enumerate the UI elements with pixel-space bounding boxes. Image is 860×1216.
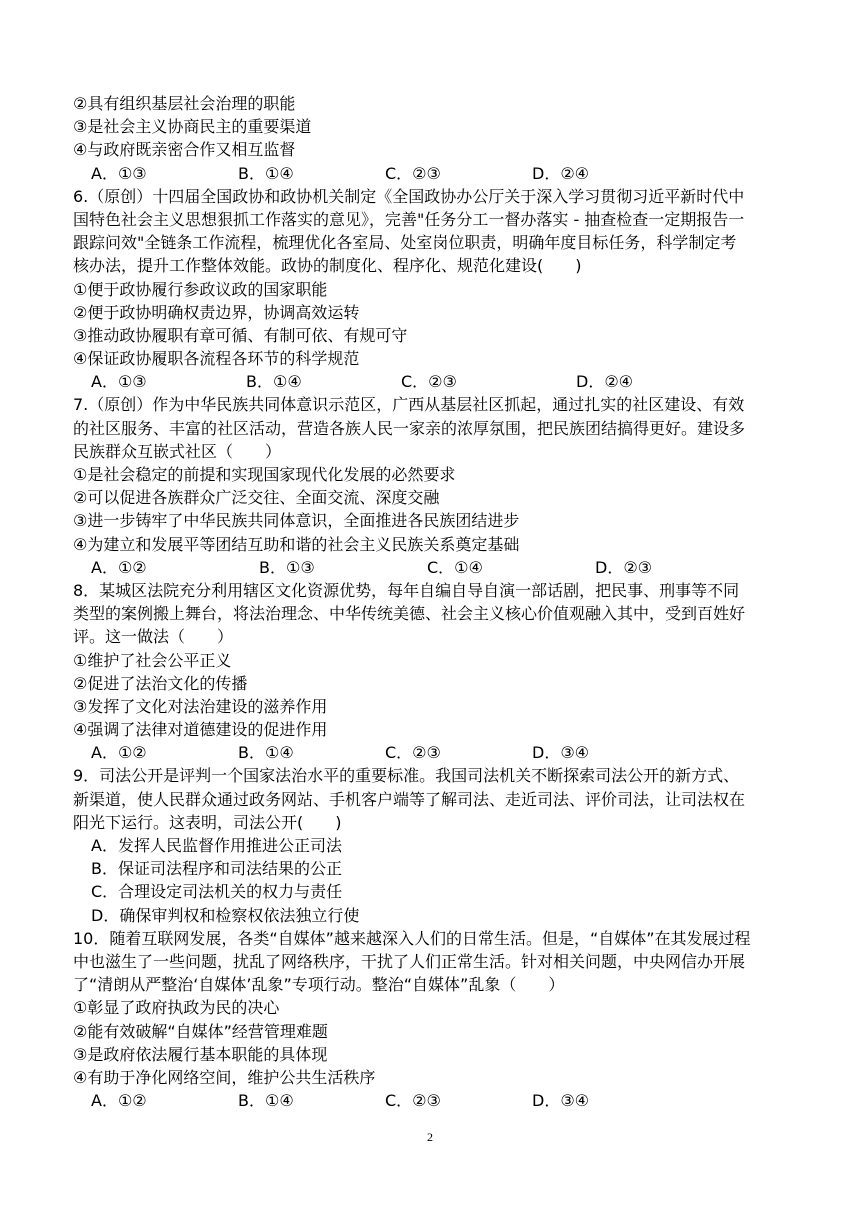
choice-c: C．②③ xyxy=(401,372,457,392)
question-6 xyxy=(73,185,793,394)
answer-choices xyxy=(73,162,793,185)
answer-choices xyxy=(73,741,793,764)
question-8 xyxy=(73,579,793,765)
option-line: ①是社会稳定的前提和实现国家现代化发展的必然要求 xyxy=(73,465,456,484)
option-line: ②可以促进各族群众广泛交往、全面交流、深度交融 xyxy=(73,488,440,508)
question-stem-line: 8．某城区法院充分利用辖区文化资源优势，每年自编自导自演一部话剧，把民事、刑事等不同 xyxy=(73,580,740,600)
choice-a: A．①③ xyxy=(91,372,147,392)
choice-b: B．保证司法程序和司法结果的公正 xyxy=(91,859,342,879)
question-stem-line: 评。这一做法（ ） xyxy=(73,627,234,647)
choice-b: B．①③ xyxy=(259,557,315,577)
question-stem-line: 国特色社会主义思想狠抓工作落实的意见》，完善"任务分工一督办落实 - 抽查检查一定期报告一 xyxy=(73,209,745,229)
choice-b: B．①④ xyxy=(238,163,294,183)
choice-d: D．确保审判权和检察权依法独立行使 xyxy=(91,905,360,925)
option-line: ④保证政协履职各流程各环节的科学规范 xyxy=(73,349,360,369)
answer-choices xyxy=(73,556,793,579)
option-line: ①维护了社会公平正义 xyxy=(73,650,232,670)
answer-choices xyxy=(73,370,793,393)
option-line: ①彰显了政府执政为民的决心 xyxy=(73,998,280,1018)
choice-c: C．②③ xyxy=(385,163,441,183)
question-stem-line: 9．司法公开是评判一个国家法治水平的重要标准。我国司法机关不断探索司法公开的新方式、 xyxy=(73,766,740,786)
choice-c: C．①④ xyxy=(427,557,483,577)
question-stem-line: 10．随着互联网发展，各类“自媒体”越来越深入人们的日常生活。但是，“自媒体”在其发展过程 xyxy=(73,928,751,948)
option-line: ④为建立和发展平等团结互助和谐的社会主义民族关系奠定基础 xyxy=(73,534,520,554)
question-stem-line: 6.（原创）十四届全国政协和政协机关制定《全国政协办公厅关于深入学习贯彻习近平新时代中 xyxy=(73,186,745,206)
choice-b: B．①④ xyxy=(238,1091,294,1111)
choice-d: D．③④ xyxy=(532,1091,590,1111)
question-stem-line: 民族群众互嵌式社区（ ） xyxy=(73,441,282,461)
option-line: ②促进了法治文化的传播 xyxy=(73,673,248,693)
option-line: ②具有组织基层社会治理的职能 xyxy=(73,94,296,113)
question-stem-line: 阳光下运行。这表明，司法公开( ) xyxy=(73,812,342,832)
choice-b: B．①④ xyxy=(246,372,302,392)
choice-d: D．②④ xyxy=(576,372,634,392)
question-stem-line: 中也滋生了一些问题，扰乱了网络秩序，干扰了人们正常生活。针对相关问题，中央网信办开展 xyxy=(73,951,746,971)
question-stem-line: 7.（原创）作为中华民族共同体意识示范区，广西从基层社区抓起，通过扎实的社区建设、有效 xyxy=(73,395,745,415)
page-number: 2 xyxy=(427,1130,433,1144)
question-5-tail xyxy=(73,92,793,185)
choice-a: A．①② xyxy=(91,743,147,763)
option-line: ②能有效破解“自媒体”经营管理难题 xyxy=(73,1021,328,1041)
question-7 xyxy=(73,393,793,579)
option-line: ③进一步铸牢了中华民族共同体意识，全面推进各民族团结进步 xyxy=(73,511,520,531)
option-line: ④与政府既亲密合作又相互监督 xyxy=(73,140,296,160)
question-stem-line: 的社区服务、丰富的社区活动，营造各族人民一家亲的浓厚氛围，把民族团结搞得更好。建设多 xyxy=(73,418,746,438)
choice-c: C．合理设定司法机关的权力与责任 xyxy=(91,882,343,902)
question-stem-line: 新渠道，使人民群众通过政务网站、手机客户端等了解司法、走近司法、评价司法，让司法权在 xyxy=(73,789,746,809)
choice-a: A．①③ xyxy=(91,163,147,183)
choice-d: D．③④ xyxy=(532,743,590,763)
choice-a: A．①② xyxy=(91,1091,147,1111)
option-line: ①便于政协履行参政议政的国家职能 xyxy=(73,279,328,299)
choice-b: B．①④ xyxy=(238,743,294,763)
question-9 xyxy=(73,764,793,926)
option-line: ③发挥了文化对法治建设的滋养作用 xyxy=(73,696,328,716)
question-stem-line: 跟踪问效"全链条工作流程，梳理优化各室局、处室岗位职责，明确年度目标任务，科学制定考 xyxy=(73,233,737,253)
choice-d: D．②④ xyxy=(532,163,590,183)
page-content xyxy=(73,92,793,1112)
choice-c: C．②③ xyxy=(385,743,441,763)
option-line: ④有助于净化网络空间，维护公共生活秩序 xyxy=(73,1067,376,1087)
option-line: ③推动政协履职有章可循、有制可依、有规可守 xyxy=(73,325,408,345)
option-line: ②便于政协明确权责边界，协调高效运转 xyxy=(73,302,360,322)
question-10 xyxy=(73,927,793,1113)
option-line: ③是政府依法履行基本职能的具体现 xyxy=(73,1044,328,1064)
choice-c: C．②③ xyxy=(385,1091,441,1111)
question-stem-line: 了“清朗从严整治‘自媒体’乱象”专项行动。整治“自媒体”乱象（ ） xyxy=(73,975,565,995)
choice-a: A．发挥人民监督作用推进公正司法 xyxy=(91,836,342,855)
choice-a: A．①② xyxy=(91,557,147,577)
question-stem-line: 核办法，提升工作整体效能。政协的制度化、程序化、规范化建设( ) xyxy=(73,256,582,276)
option-line: ③是社会主义协商民主的重要渠道 xyxy=(73,117,312,137)
question-stem-line: 类型的案例搬上舞台，将法治理念、中华传统美德、社会主义核心价值观融入其中，受到百姓好 xyxy=(73,604,746,624)
option-line: ④强调了法律对道德建设的促进作用 xyxy=(73,720,328,740)
answer-choices xyxy=(73,1089,793,1112)
choice-d: D．②③ xyxy=(595,557,653,577)
